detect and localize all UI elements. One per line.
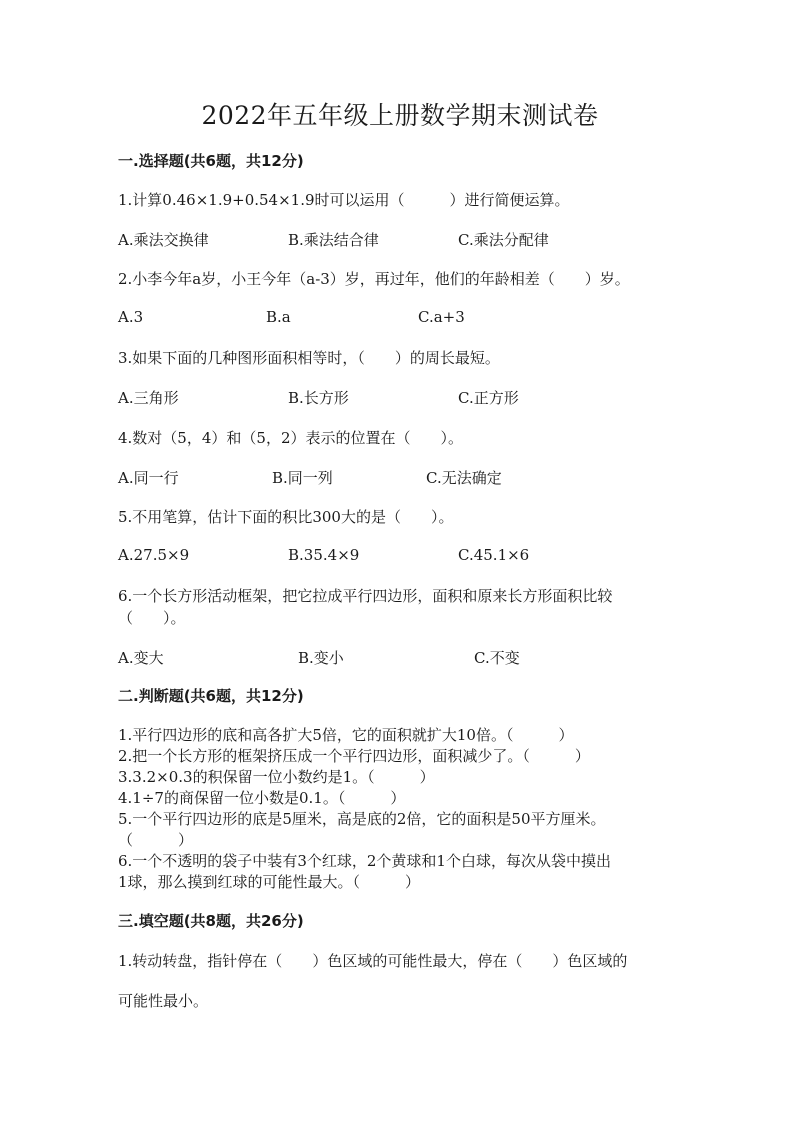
choice-6-option-a: A.变大	[118, 649, 164, 667]
fill-question-1-cont: 可能性最小。	[118, 992, 209, 1010]
judge-question-1: 1.平行四边形的底和高各扩大5倍，它的面积就扩大10倍。（ ）	[118, 726, 574, 744]
section-heading-choice: 一.选择题(共6题，共12分)	[118, 152, 304, 170]
choice-1-option-c: C.乘法分配律	[458, 231, 549, 249]
choice-question-6-cont: （ ）。	[118, 609, 186, 627]
choice-2-option-c: C.a+3	[418, 308, 465, 326]
choice-6-option-b: B.变小	[298, 649, 344, 667]
choice-3-option-b: B.长方形	[288, 389, 349, 407]
choice-2-option-b: B.a	[266, 308, 291, 326]
choice-question-4: 4.数对（5，4）和（5，2）表示的位置在（ ）。	[118, 429, 463, 447]
choice-question-5: 5.不用笔算，估计下面的积比300大的是（ ）。	[118, 508, 454, 526]
judge-question-5-cont: （ ）	[118, 831, 194, 849]
choice-4-option-a: A.同一行	[118, 469, 179, 487]
choice-question-3: 3.如果下面的几种图形面积相等时，（ ）的周长最短。	[118, 349, 500, 367]
choice-5-option-b: B.35.4×9	[288, 546, 360, 564]
choice-2-option-a: A.3	[118, 308, 144, 326]
judge-question-2: 2.把一个长方形的框架挤压成一个平行四边形，面积减少了。（ ）	[118, 747, 590, 765]
judge-question-5: 5.一个平行四边形的底是5厘米，高是底的2倍，它的面积是50平方厘米。	[118, 810, 606, 828]
choice-1-option-b: B.乘法结合律	[288, 231, 379, 249]
judge-question-6: 6.一个不透明的袋子中装有3个红球，2个黄球和1个白球，每次从袋中摸出	[118, 852, 611, 870]
section-heading-fill: 三.填空题(共8题，共26分)	[118, 912, 304, 930]
choice-5-option-c: C.45.1×6	[458, 546, 530, 564]
page-title: 2022年五年级上册数学期末测试卷	[201, 101, 599, 130]
choice-question-1: 1.计算0.46×1.9+0.54×1.9时可以运用（ ）进行简便运算。	[118, 191, 570, 209]
choice-4-option-b: B.同一列	[272, 469, 333, 487]
section-heading-judge: 二.判断题(共6题，共12分)	[118, 687, 304, 705]
choice-4-option-c: C.无法确定	[426, 469, 502, 487]
choice-question-2: 2.小李今年a岁，小王今年（a-3）岁，再过年，他们的年龄相差（ ）岁。	[118, 270, 630, 288]
choice-3-option-c: C.正方形	[458, 389, 519, 407]
choice-question-6: 6.一个长方形活动框架，把它拉成平行四边形，面积和原来长方形面积比较	[118, 587, 613, 605]
fill-question-1: 1.转动转盘，指针停在（ ）色区域的可能性最大，停在（ ）色区域的	[118, 952, 628, 970]
choice-3-option-a: A.三角形	[118, 389, 179, 407]
choice-6-option-c: C.不变	[474, 649, 520, 667]
choice-1-option-a: A.乘法交换律	[118, 231, 209, 249]
choice-5-option-a: A.27.5×9	[118, 546, 190, 564]
judge-question-4: 4.1÷7的商保留一位小数是0.1。（ ）	[118, 789, 406, 807]
judge-question-6-cont: 1球，那么摸到红球的可能性最大。（ ）	[118, 873, 421, 891]
judge-question-3: 3.3.2×0.3的积保留一位小数约是1。（ ）	[118, 768, 435, 786]
